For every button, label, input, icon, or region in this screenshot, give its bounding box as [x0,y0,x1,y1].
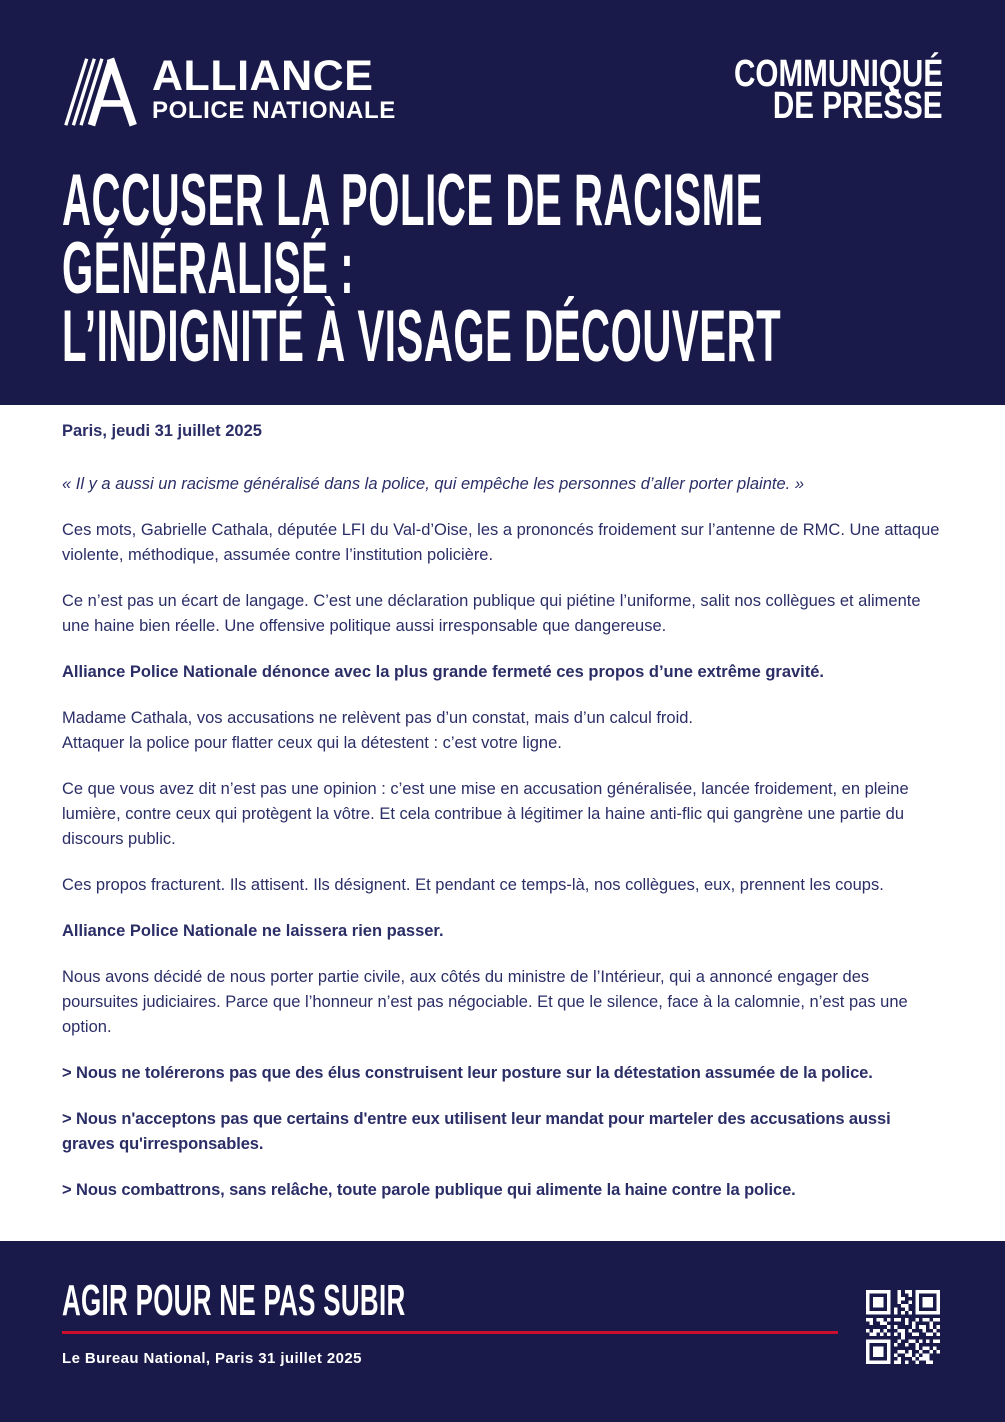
paragraph-line: Attaquer la police pour flatter ceux qui la détestent : c’est votre ligne. [62,734,562,752]
bullet-point: > Nous ne tolérerons pas que des élus construisent leur posture sur la détestation assumée de la police. [62,1064,873,1082]
headline-line-2: GÉNÉRALISÉ : [62,228,355,309]
slogan-text: AGIR POUR NE PAS SUBIR [62,1276,406,1325]
paragraph: Ce que vous avez dit n’est pas une opinion : c’est une mise en accusation généralisée, lancée froidement, en pleine lumière, contre ceux qui protègent la vôtre. Et cela contribue à légitimer la haine anti-flic qui gangrène une partie du discours public. [62,780,909,848]
dateline: Paris, jeudi 31 juillet 2025 [62,422,262,440]
doc-type-line-1: COMMUNIQUÉ [733,53,943,95]
doc-type-label [675,53,943,127]
qr-code-icon [866,1290,940,1364]
bullet-point: > Nous n'acceptons pas que certains d'entre eux utilisent leur mandat pour marteler des accusations aussi graves qu'irresponsables. [62,1110,891,1153]
headline-line-3: L’INDIGNITÉ À VISAGE DÉCOUVERT [62,296,782,377]
paragraph: Ces propos fracturent. Ils attisent. Ils désignent. Et pendant ce temps-là, nos collègues, eux, prennent les coups. [62,876,884,894]
slogan [62,1276,943,1325]
masthead [0,0,1005,405]
alliance-logo [62,52,396,128]
body-text [0,405,1005,1241]
logo-title: ALLIANCE [152,52,374,100]
headline [62,160,943,377]
logo-subtitle: POLICE NATIONALE [152,97,396,124]
paragraph: Ce n’est pas un écart de langage. C’est une déclaration publique qui piétine l’uniforme, salit nos collègues et alimente une haine bien réelle. Une offensive politique aussi irresponsable que dangereuse. [62,592,921,635]
paragraph: Nous avons décidé de nous porter partie civile, aux côtés du ministre de l’Intérieur, qui a annoncé engager des poursuites judiciaires. Parce que l’honneur n’est pas négociable. Et que le silence, face à la calomnie, n’est pas une option. [62,968,908,1036]
paragraph-emphasis: Alliance Police Nationale dénonce avec la plus grande fermeté ces propos d’une extrême gravité. [62,663,825,681]
red-divider [62,1331,838,1334]
quote: « Il y a aussi un racisme généralisé dans la police, qui empêche les personnes d’aller porter plainte. » [62,475,805,493]
paragraph-line: Madame Cathala, vos accusations ne relèvent pas d’un constat, mais d’un calcul froid. [62,709,694,727]
alliance-striped-a-icon [62,56,138,128]
doc-type-line-2: DE PRESSE [773,85,943,127]
byline: Le Bureau National, Paris 31 juillet 2025 [62,1350,362,1367]
footer [0,1241,1005,1422]
paragraph: Ces mots, Gabrielle Cathala, députée LFI du Val-d’Oise, les a prononcés froidement sur l’antenne de RMC. Une attaque violente, méthodique, assumée contre l’institution policière. [62,521,940,564]
paragraph [62,706,947,756]
bullet-point: > Nous combattrons, sans relâche, toute parole publique qui alimente la haine contre la police. [62,1181,796,1199]
headline-line-1: ACCUSER LA POLICE DE RACISME [62,160,763,241]
paragraph-emphasis: Alliance Police Nationale ne laissera rien passer. [62,922,444,940]
